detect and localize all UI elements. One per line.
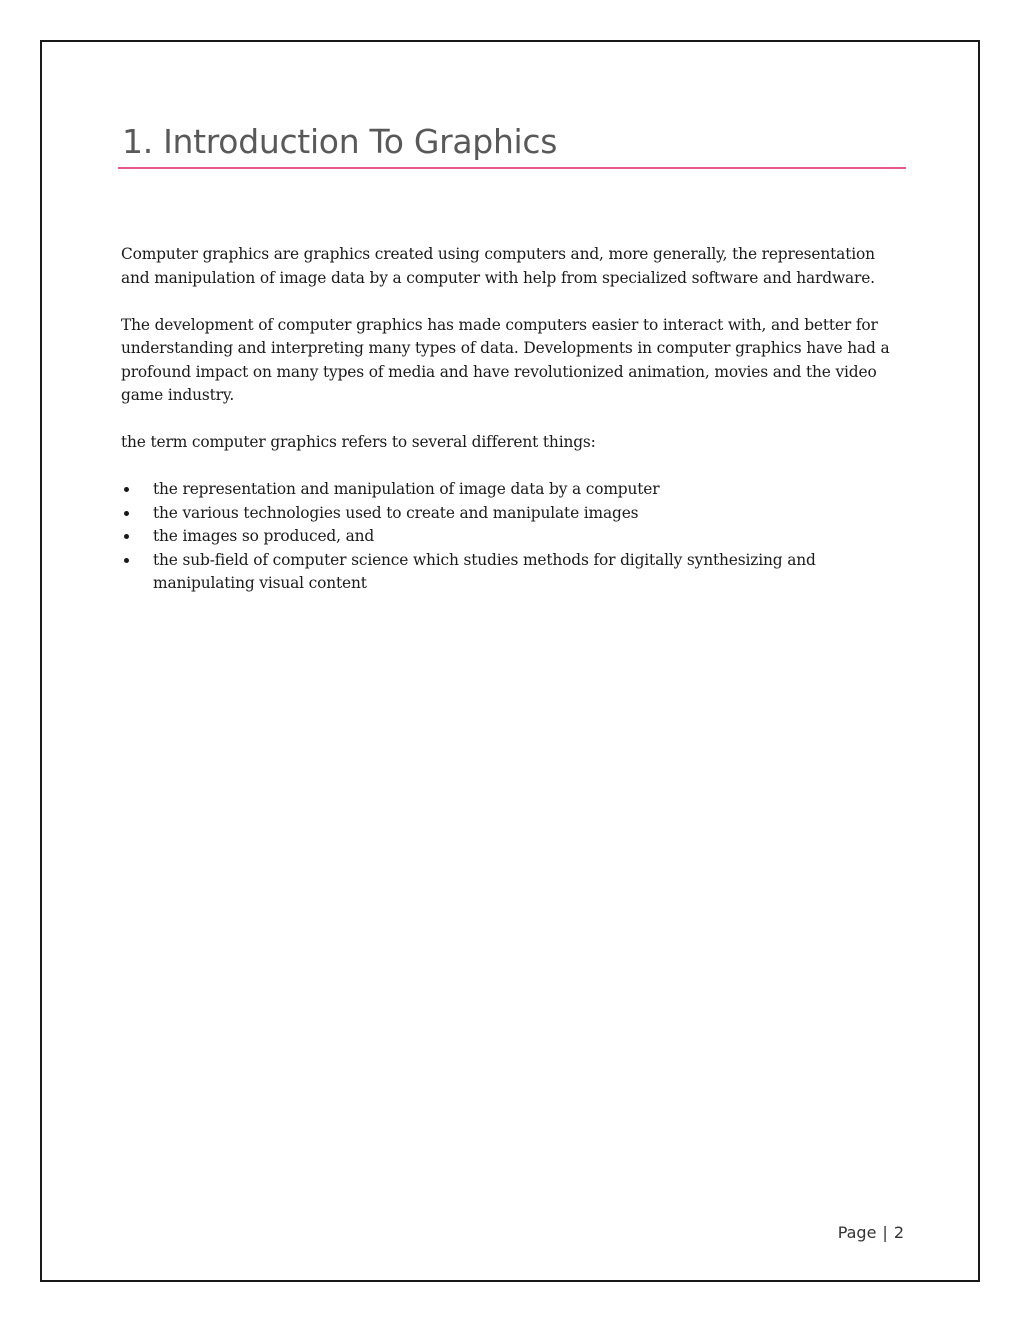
page-number: 2 [893, 1223, 904, 1242]
page-footer [838, 1221, 904, 1245]
list-item [121, 502, 896, 526]
bullet-icon [124, 511, 129, 516]
bullet-icon [124, 558, 129, 563]
paragraph-development: The development of computer graphics has made computers easier to interact with, and better for understanding and interpreting many types of data. Developments in computer graphics have had a profound impact on many types of media and have revolutionized animation, movies and the video game industry. [121, 315, 890, 404]
list-item-text: the sub-field of computer science which studies methods for digitally synthesizing and manipulating visual content [153, 550, 816, 592]
paragraph-intro: Computer graphics are graphics created using computers and, more generally, the representation and manipulation of image data by a computer with help from specialized software and hardware. [121, 245, 875, 287]
bullet-list [121, 478, 896, 596]
list-item [121, 549, 896, 596]
page-border [40, 40, 980, 1282]
page-label: Page [837, 1223, 877, 1242]
document-body [121, 243, 896, 596]
list-item-text: the images so produced, and [153, 527, 375, 545]
page-title: 1. Introduction To Graphics [122, 122, 558, 161]
bullet-icon [124, 487, 129, 492]
heading-underline [118, 167, 906, 169]
page-separator: | [882, 1223, 888, 1242]
list-item [121, 478, 896, 502]
list-item-text: the representation and manipulation of image data by a computer [153, 480, 660, 498]
paragraph-term: the term computer graphics refers to several different things: [121, 433, 596, 451]
list-item [121, 525, 896, 549]
list-item-text: the various technologies used to create and manipulate images [153, 503, 639, 522]
bullet-icon [124, 534, 129, 539]
